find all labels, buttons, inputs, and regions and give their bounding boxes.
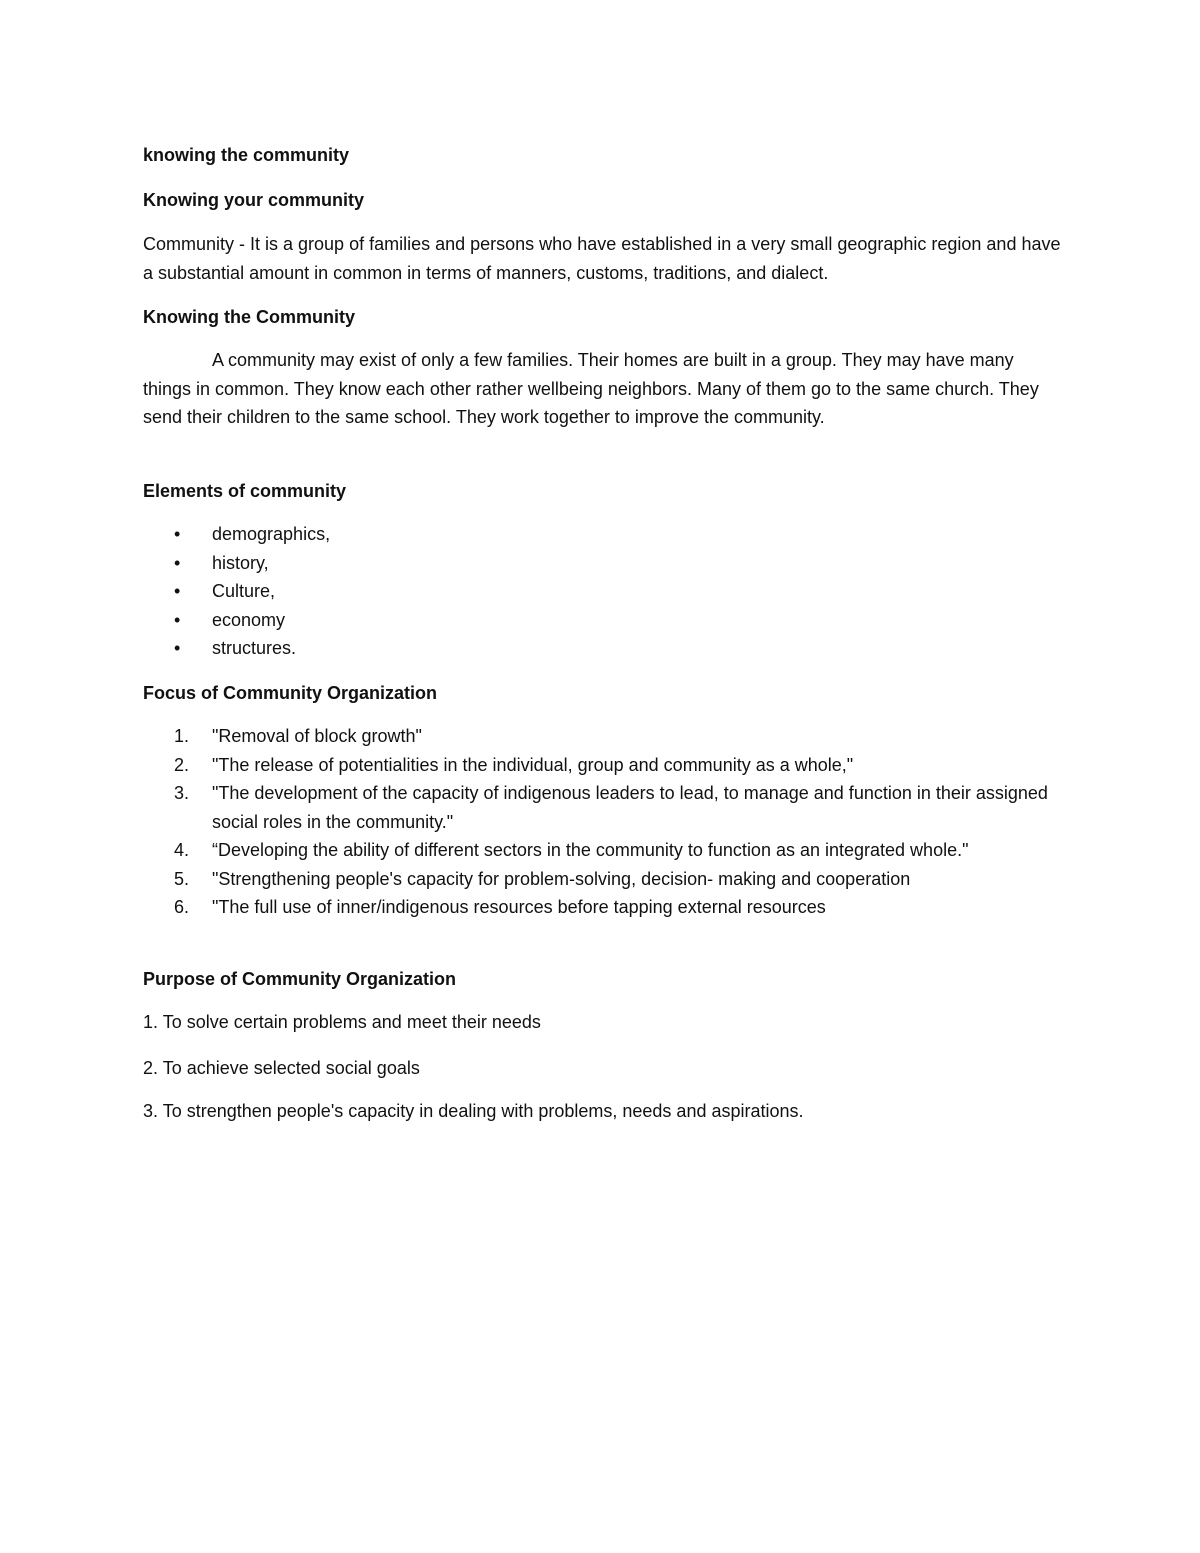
- list-number: 3.: [174, 783, 190, 803]
- list-item-text: "The release of potentialities in the individual, group and community as a whole,": [212, 754, 854, 775]
- list-item: [143, 634, 1063, 663]
- bullet-icon: •: [174, 524, 181, 544]
- list-item: [143, 836, 1063, 865]
- purpose-item-1: 1. To solve certain problems and meet their needs: [143, 1012, 541, 1032]
- community-definition: Community - It is a group of families and persons who have established in a very small geographic region and have a substantial amount in common in terms of manners, customs, traditions, and dialect.: [143, 234, 1061, 283]
- list-item: [143, 893, 1063, 922]
- list-item: [143, 606, 1063, 635]
- document-title: knowing the community: [143, 145, 350, 165]
- list-item-text: Culture,: [212, 581, 276, 601]
- list-item: [143, 751, 1063, 780]
- purpose-item-2: 2. To achieve selected social goals: [143, 1058, 420, 1078]
- list-item: [143, 865, 1063, 894]
- knowing-community-heading: Knowing the Community: [143, 307, 355, 327]
- bullet-icon: •: [174, 638, 181, 658]
- list-item-text: demographics,: [212, 524, 331, 544]
- list-item-text: "The development of the capacity of indigenous leaders to lead, to manage and function in their assigned social roles in the community.": [212, 783, 1048, 832]
- elements-heading: Elements of community: [143, 481, 347, 501]
- list-item: [143, 549, 1063, 578]
- list-item: [143, 577, 1063, 606]
- purpose-item-3: 3. To strengthen people's capacity in dealing with problems, needs and aspirations.: [143, 1101, 804, 1121]
- list-number: 1.: [174, 726, 190, 746]
- list-number: 2.: [174, 754, 190, 775]
- focus-heading: Focus of Community Organization: [143, 683, 438, 703]
- list-number: 6.: [174, 897, 190, 917]
- list-number: 4.: [174, 840, 190, 860]
- list-item: [143, 779, 1063, 836]
- list-item-text: history,: [212, 552, 269, 573]
- list-item-text: "The full use of inner/indigenous resources before tapping external resources: [212, 897, 826, 917]
- list-item-text: structures.: [212, 638, 297, 658]
- bullet-icon: •: [174, 552, 181, 573]
- bullet-icon: •: [174, 581, 181, 601]
- list-item: [143, 722, 1063, 751]
- document-subtitle: Knowing your community: [143, 190, 365, 210]
- list-item: [143, 520, 1063, 549]
- bullet-icon: •: [174, 609, 181, 630]
- purpose-heading: Purpose of Community Organization: [143, 969, 457, 989]
- list-number: 5.: [174, 868, 190, 889]
- list-item-text: "Removal of block growth": [212, 726, 422, 746]
- focus-list: [143, 722, 1063, 922]
- list-item-text: "Strengthening people's capacity for problem-solving, decision- making and cooperation: [212, 868, 911, 889]
- list-item-text: “Developing the ability of different sectors in the community to function as an integrated whole.": [212, 840, 969, 860]
- list-item-text: economy: [212, 609, 286, 630]
- knowing-community-paragraph: A community may exist of only a few families. Their homes are built in a group. They may have many things in common. They know each other rather wellbeing neighbors. Many of them go to the same church. They send their children to the same school. They work together to improve the community.: [143, 350, 1039, 427]
- elements-list: [143, 520, 1063, 663]
